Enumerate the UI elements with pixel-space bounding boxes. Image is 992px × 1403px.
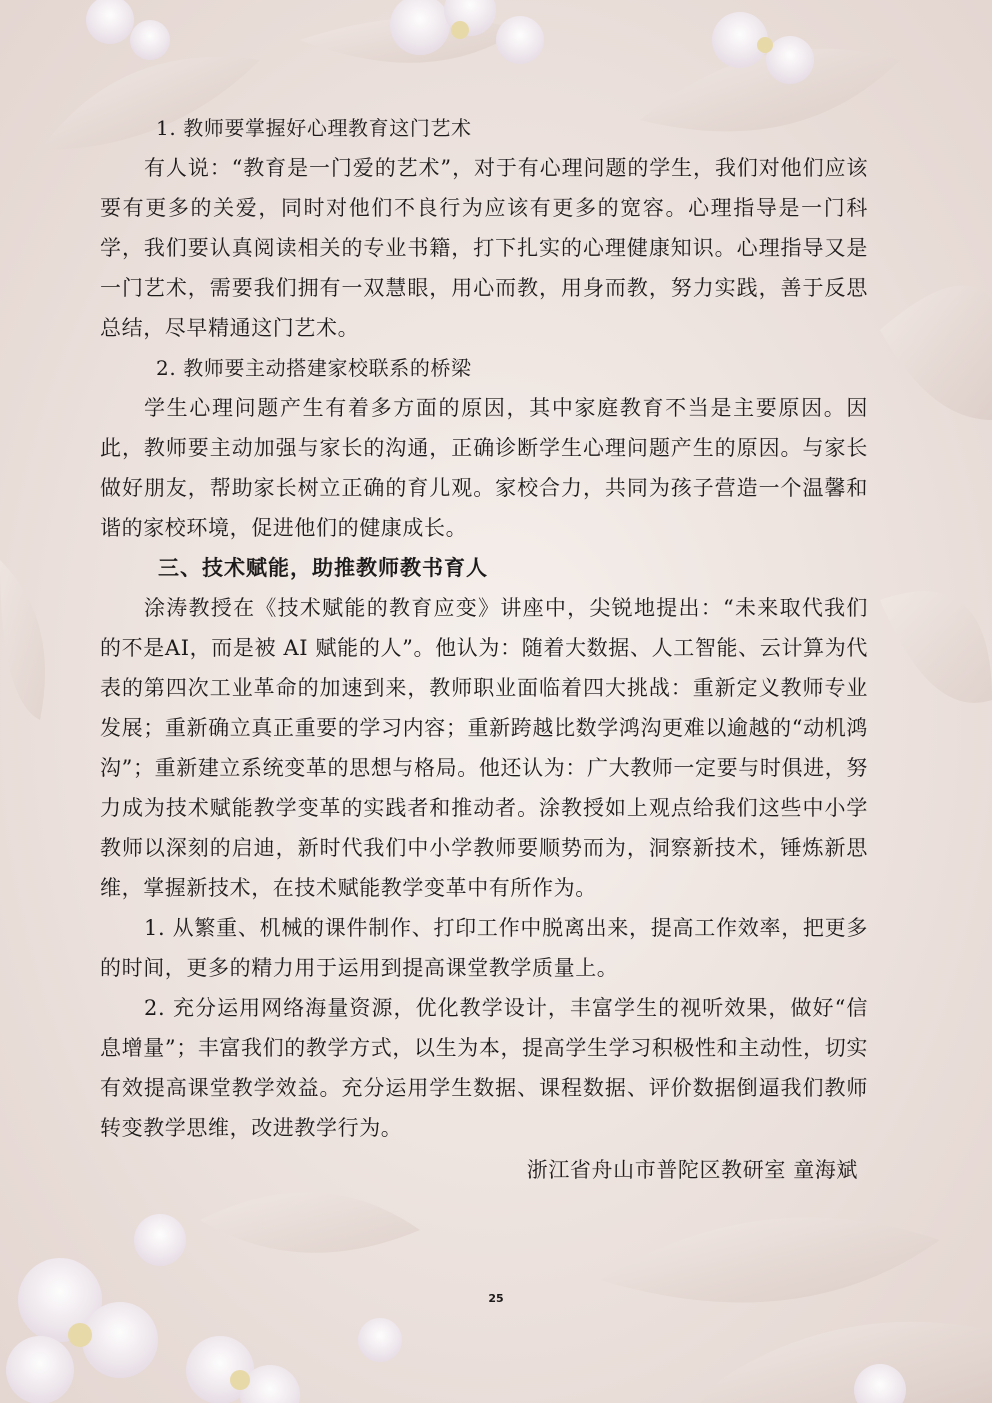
paragraph-3: 涂涛教授在《技术赋能的教育应变》讲座中，尖锐地提出：“未来取代我们的不是AI，而是被 AI 赋能的人”。他认为：随着大数据、人工智能、云计算为代表的第四次工业革命的加速到来，教师职业面临着四大挑战：重新定义教师专业发展；重新确立真正重要的学习内容；重新跨越比数学鸿沟更难以逾越的“动机鸿沟”；重新建立系统变革的思想与格局。他还认为：广大教师一定要与时俱进，努力成为技术赋能教学变革的实践者和推动者。涂教授如上观点给我们这些中小学教师以深刻的启迪，新时代我们中小学教师要顺势而为，洞察新技术，锤炼新思维，掌握新技术，在技术赋能教学变革中有所作为。 [100, 596, 868, 900]
page-number: 25 [488, 1292, 504, 1305]
subheading-1: 1. 教师要掌握好心理教育这门艺术 [156, 116, 472, 140]
section-heading: 三、技术赋能，助推教师教书育人 [158, 555, 488, 580]
paragraph-1: 有人说：“教育是一门爱的艺术”，对于有心理问题的学生，我们对他们应该要有更多的关爱，同时对他们不良行为应该有更多的宽容。心理指导是一门科学，我们要认真阅读相关的专业书籍，打下扎实的心理健康知识。心理指导又是一门艺术，需要我们拥有一双慧眼，用心而教，用身而教，努力实践，善于反思总结，尽早精通这门艺术。 [100, 156, 868, 340]
paragraph-2: 学生心理问题产生有着多方面的原因，其中家庭教育不当是主要原因。因此，教师要主动加强与家长的沟通，正确诊断学生心理问题产生的原因。与家长做好朋友，帮助家长树立正确的育儿观。家校合力，共同为孩子营造一个温馨和谐的家校环境，促进他们的健康成长。 [100, 396, 868, 540]
author-signature: 浙江省舟山市普陀区教研室 童海斌 [526, 1158, 858, 1182]
list-item-2: 2. 充分运用网络海量资源，优化教学设计，丰富学生的视听效果，做好“信息增量”；丰富我们的教学方式，以生为本，提高学生学习积极性和主动性，切实有效提高课堂教学效益。充分运用学生数据、课程数据、评价数据倒逼我们教师转变教学思维，改进教学行为。 [100, 996, 868, 1140]
document-body [100, 108, 868, 1190]
subheading-2: 2. 教师要主动搭建家校联系的桥梁 [156, 356, 472, 380]
list-item-1: 1. 从繁重、机械的课件制作、打印工作中脱离出来，提高工作效率，把更多的时间，更多的精力用于运用到提高课堂教学质量上。 [100, 916, 868, 980]
